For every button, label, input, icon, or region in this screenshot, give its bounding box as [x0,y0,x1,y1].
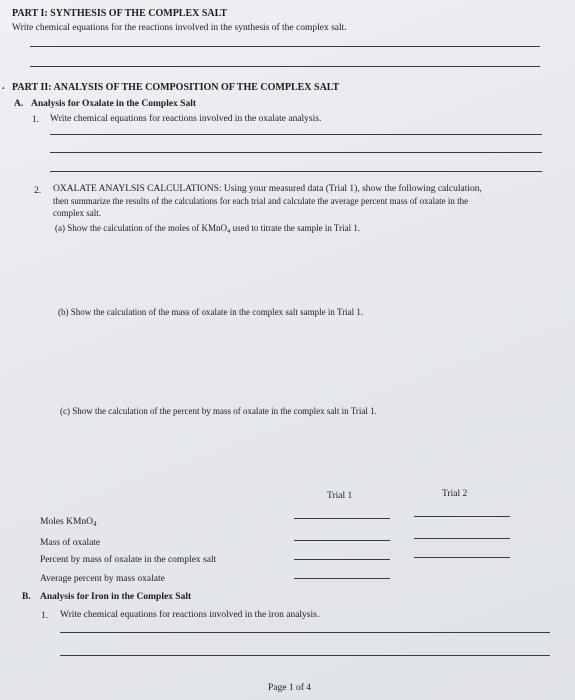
trial1-percent-blank [294,559,390,560]
section-a-label: A. [14,99,24,109]
page-number: Page 1 of 4 [268,683,312,693]
trial2-mass-blank [414,538,510,539]
question-a2a [55,223,360,235]
trial1-moles-blank [294,518,390,519]
answer-line [50,152,542,153]
answer-line [60,655,550,656]
question-a2-line1: OXALATE ANAYLSIS CALCULATIONS: Using your measured data (Trial 1), show the following calculation, [53,184,482,194]
row-label-moles-text: Moles KMnO [40,517,94,527]
section-a-title: Analysis for Oxalate in the Complex Salt [31,99,197,109]
question-a2a-subscript: 4 [226,228,231,235]
answer-line [60,632,550,633]
row-label-moles-subscript: 4 [93,520,97,528]
question-a2a-text: (a) Show the calculation of the moles of KMnO [55,223,227,233]
answer-line [30,46,540,47]
trial2-percent-blank [414,557,510,558]
section-b-title: Analysis for Iron in the Complex Salt [40,592,192,602]
column-header-trial2: Trial 2 [442,489,468,499]
column-header-trial1: Trial 1 [327,491,353,501]
part2-heading: PART II: ANALYSIS OF THE COMPOSITION OF THE COMPLEX SALT [12,82,340,93]
question-a1-text: Write chemical equations for reactions involved in the oxalate analysis. [50,114,322,124]
row-label-average: Average percent by mass oxalate [40,574,165,584]
row-label-moles [40,517,97,528]
trial2-moles-blank [414,516,510,517]
question-a2b: (b) Show the calculation of the mass of oxalate in the complex salt sample in Trial 1. [58,307,364,317]
part1-instruction: Write chemical equations for the reactions involved in the synthesis of the complex salt. [12,23,347,33]
section-b-label: B. [22,592,31,602]
part2-bullet: . [2,81,5,92]
answer-line [50,171,542,172]
answer-line [50,134,542,135]
trial1-mass-blank [294,540,390,541]
part1-heading: PART I: SYNTHESIS OF THE COMPLEX SALT [12,8,228,19]
row-label-mass: Mass of oxalate [40,538,101,548]
question-b1-text: Write chemical equations for reactions involved in the iron analysis. [60,610,320,620]
average-blank [294,578,390,579]
question-a2a-text-end: used to titrate the sample in Trial 1. [230,223,361,233]
question-a2-line2: then summarize the results of the calculations for each trial and calculate the average percent mass of oxalate in the [53,196,469,206]
question-a2-line3: complex salt. [53,208,101,218]
question-a2c: (c) Show the calculation of the percent by mass of oxalate in the complex salt in Trial 1. [60,406,377,416]
question-a1-number: 1. [32,115,40,125]
row-label-percent: Percent by mass of oxalate in the complex salt [40,555,217,565]
question-b1-number: 1. [41,611,49,621]
answer-line [30,66,540,67]
question-a2-number: 2. [34,186,42,196]
